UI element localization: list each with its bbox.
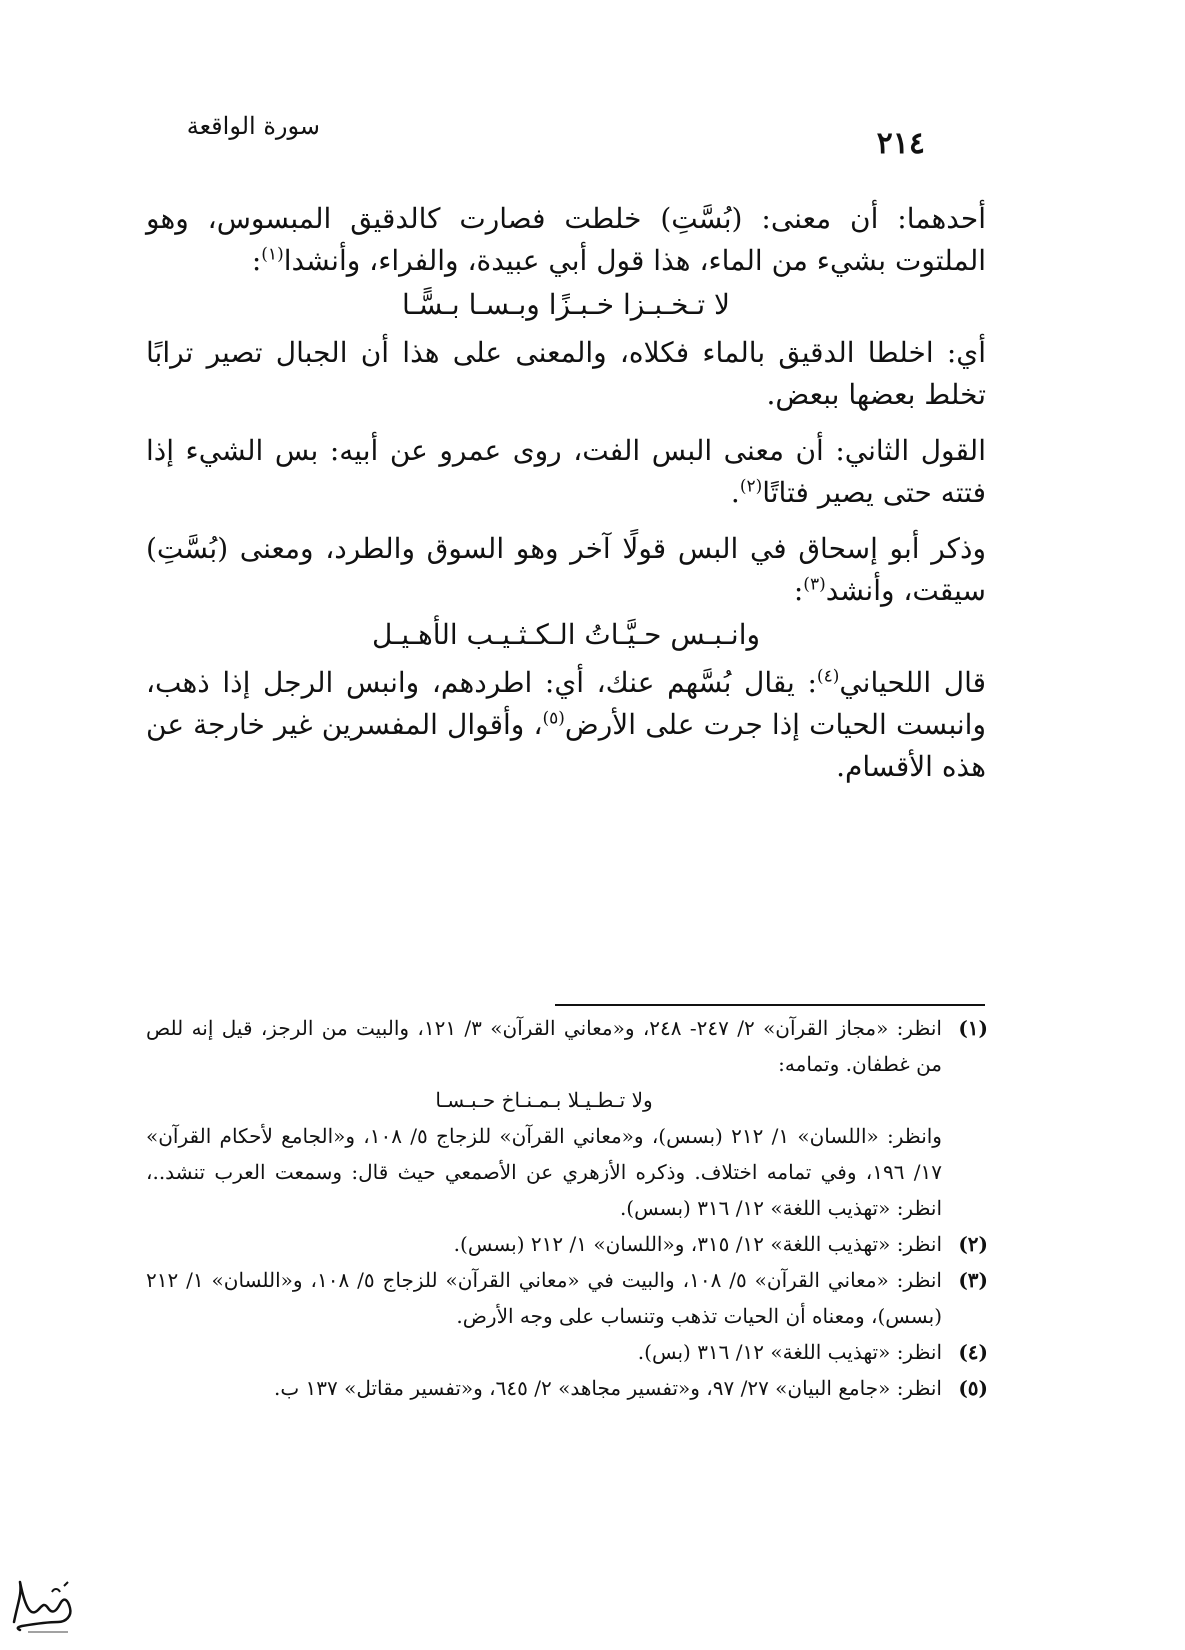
calligraphy-logo [8,1572,80,1636]
paragraph-5 [146,662,986,788]
footnote-separator [555,1004,985,1006]
paragraph-3 [146,430,986,514]
footnote-number: (٢) [958,1232,988,1256]
paragraph-5-text-c: ، وأقوال المفسرين غير خارجة عن هذه الأقسام. [146,708,986,783]
footnote-number: (٣) [958,1268,988,1292]
footnote-ref-3: (٣) [803,574,826,595]
paragraph-1-end: : [251,244,262,277]
paragraph-2: أي: اخلطا الدقيق بالماء فكلاه، والمعنى على هذا أن الجبال تصير ترابًا تخلط بعضها ببعض. [146,336,986,411]
verse-1: لا تـخـبـزا خـبـزًا وبـسـا بـسًّـا [401,288,731,321]
footnote-text: انظر: «تهذيب اللغة» ١٢/ ٣١٦ (بس). [637,1340,942,1364]
footnote-text: انظر: «مجاز القرآن» ٢/ ٢٤٧- ٢٤٨، و«معاني القرآن» ٣/ ١٢١، والبيت من الرجز، قيل إنه للص من غطفان. وتمامه: [146,1016,942,1076]
paragraph-4 [146,528,986,612]
page-number: ٢١٤ [876,126,925,161]
paragraph-5-text-a: قال اللحياني [839,666,987,699]
footnote-text: انظر: «جامع البيان» ٢٧/ ٩٧، و«تفسير مجاهد» ٢/ ٦٤٥، و«تفسير مقاتل» ١٣٧ ب. [273,1376,942,1400]
footnote-text: انظر: «معاني القرآن» ٥/ ١٠٨، والبيت في «معاني القرآن» للزجاج ٥/ ١٠٨، و«اللسان» ١/ ٢١٢ (بسس)، ومعناه أن الحيات تذهب وتنساب على وجه الأرض. [146,1268,942,1328]
footnote-text: انظر: «تهذيب اللغة» ١٢/ ٣١٥، و«اللسان» ١/ ٢١٢ (بسس). [453,1232,942,1256]
footnote-1 [146,1010,988,1226]
footnote-ref-4: (٤) [816,666,840,687]
paragraph-1-text: أحدهما: أن معنى: (بُسَّتِ) خلطت فصارت كالدقيق المبسوس، وهو الملتوت بشيء من الماء، هذا قول أبي عبيدة، والفراء، وأنشدا [146,202,986,277]
footnote-text-continued: وانظر: «اللسان» ١/ ٢١٢ (بسس)، و«معاني القرآن» للزجاج ٥/ ١٠٨، و«الجامع لأحكام القرآن» ١٧/ ١٩٦، وفي تمامه اختلاف. وذكره الأزهري عن الأصمعي حيث قال: وسمعت العرب تنشد..، انظر: «تهذيب اللغة» ١٢/ ٣١٦ (بسس). [146,1124,942,1220]
footnote-ref-1: (١) [261,244,284,265]
footnotes [146,1010,988,1406]
paragraph-5-text-b: : يقال بُسَّهم عنك، أي: اطردهم، وانبس الرجل إذا ذهب، وانبست الحيات إذا جرت على الأرض [146,666,986,741]
footnote-ref-5: (٥) [542,708,565,729]
footnote-3 [146,1262,988,1334]
paragraph-4-text: وذكر أبو إسحاق في البس قولًا آخر وهو السوق والطرد، ومعنى (بُسَّتِ) سيقت، وأنشد [146,532,986,607]
verse-2: وانـبـس حـيَّـاتُ الـكـثـيـب الأهـيـل [371,618,761,651]
footnote-ref-2: (٢) [739,476,763,497]
footnote-number: (١) [958,1016,988,1040]
paragraph-3-text: القول الثاني: أن معنى البس الفت، روى عمرو عن أبيه: بس الشيء إذا فتته حتى يصير فتاتًا [146,434,986,509]
main-text [146,198,986,788]
footnote-number: (٤) [958,1340,988,1364]
paragraph-3-end: . [730,476,740,509]
footnote-verse: ولا تـطـيـلا بـمـنـاخ حـبـسـا [435,1088,653,1112]
paragraph-4-end: : [793,574,804,607]
footnote-number: (٥) [958,1376,988,1400]
footnote-5 [146,1370,988,1406]
surah-title: سورة الواقعة [186,112,320,140]
footnote-4 [146,1334,988,1370]
footnote-2 [146,1226,988,1262]
paragraph-1 [146,198,986,282]
